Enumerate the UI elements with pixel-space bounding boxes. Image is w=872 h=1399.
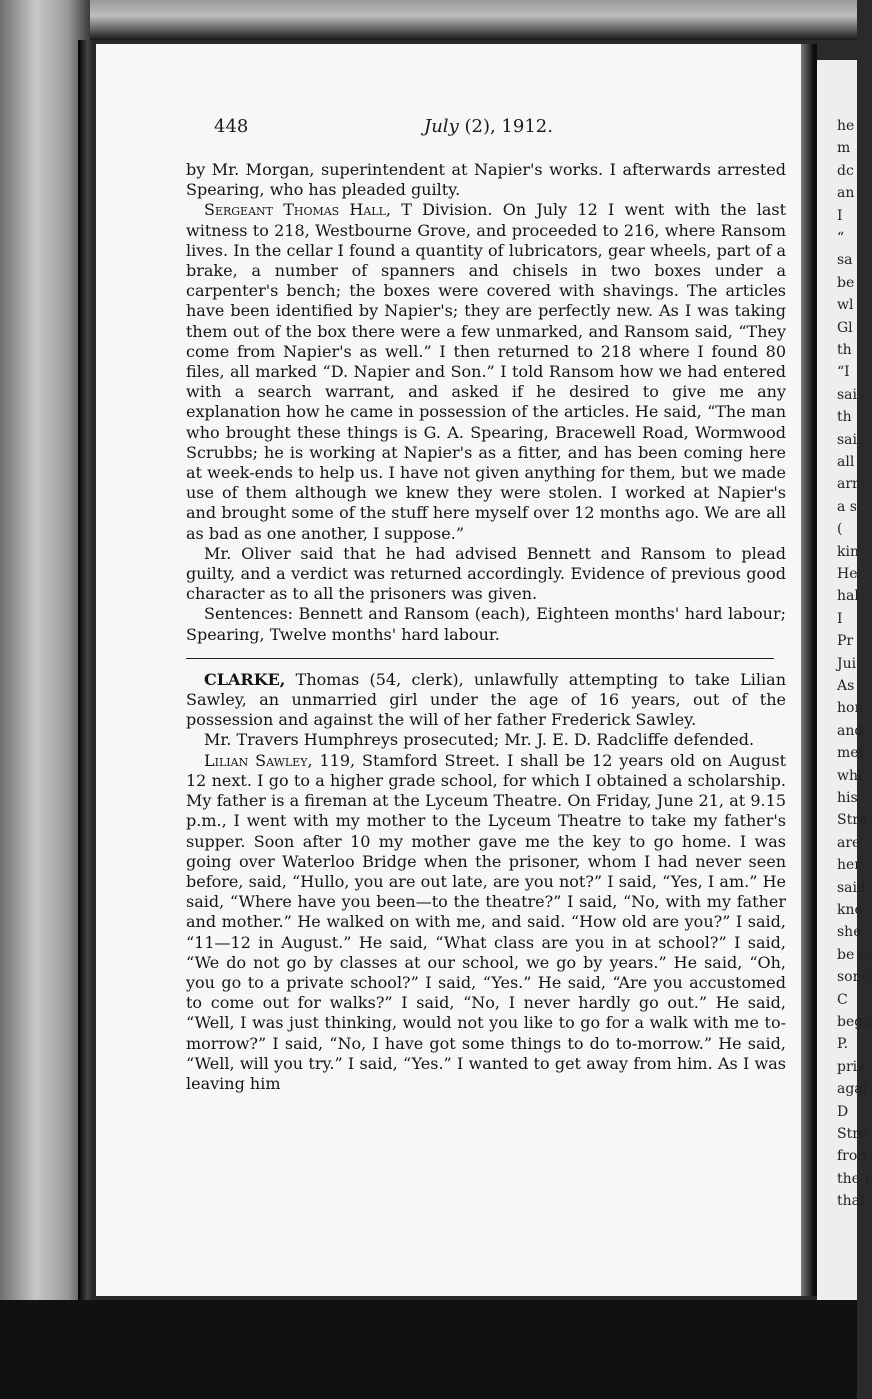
adjacent-page-fragment: hal <box>837 588 859 605</box>
adjacent-page-fragment: Gl <box>837 319 853 336</box>
adjacent-page-fragment: that <box>837 1193 866 1210</box>
scan-background-left <box>0 0 90 1399</box>
testimony-lilian-sawley: , 119, Stamford Street. I shall be 12 years old on August 12 next. I go to a higher grade school, for which I obtained a scholarship. My father is a fireman at the Lyceum Theatre. On Friday, June 21, at 9.15 p.m., I went with my mother to the Lyceum Theatre to take my father's supper. Soon after 10 my mother gave me the key to go home. I was going over Waterloo Bridge when the prisoner, whom I had never seen before, said, “Hullo, you are out late, are you not?” I said, “Yes, I am.” He said, “Where have you been—to the theatre?” I said, “No, with my father and mother.” He walked on with me, and said. “How old are you?” I said, “11—12 in August.” He said, “What class are you in at school?” I said, “We do not go by classes at our school, we go by years.” He said, “Oh, you go to a private school?” I said, “Yes.” He said, “Are you accustomed to come out for walks?” I said, “No, I never hardly go out.” He said, “Well, I was just thinking, would not you like to go for a walk with me to-morrow?” I said, “No, I have got some things to do to-morrow.” He said, “Well, will you try.” I said, “Yes.” I wanted to get away from him. As I was leaving him <box>186 750 786 1093</box>
adjacent-page-fragment: “I <box>837 364 850 381</box>
scan-background-bottom <box>0 1300 857 1399</box>
adjacent-page-fragment: kin <box>837 543 859 560</box>
charge-text: Thomas (54, clerk), unlawfully attempting to take Lilian Sawley, an unmarried girl under the age of 16 years, out of the possession and against the will of her father Frederick Sawley. <box>186 669 786 730</box>
adjacent-page-fragment: her <box>837 857 861 874</box>
adjacent-page-fragment: th <box>837 409 852 426</box>
paragraph-superintendent: by Mr. Morgan, superintendent at Napier's works. I afterwards arrested Spearing, who has pleaded guilty. <box>186 160 786 200</box>
adjacent-page-fragment: “ <box>837 230 845 246</box>
adjacent-page-fragment: an <box>837 185 855 202</box>
adjacent-page-fragment: sa <box>837 252 853 269</box>
adjacent-page-fragment: dc <box>837 162 854 179</box>
adjacent-page-fragment: said <box>837 879 866 896</box>
adjacent-page-fragment: Jui <box>837 655 857 672</box>
adjacent-page-fragment: sone <box>837 969 870 986</box>
book-gutter <box>801 44 817 1296</box>
adjacent-page-fragment: and <box>837 722 864 739</box>
adjacent-page-fragment: begg <box>837 1014 872 1030</box>
adjacent-page-fragment: fron <box>837 1148 867 1165</box>
adjacent-page-fragment: As <box>837 678 855 694</box>
page-body <box>186 160 786 1094</box>
adjacent-page-fragment: are <box>837 834 861 851</box>
adjacent-page-fragment: D <box>837 1103 849 1120</box>
adjacent-page-fragment: sai <box>837 386 858 403</box>
adjacent-page-fragment: C <box>837 991 848 1008</box>
witness-name-sergeant-hall: Sergeant Thomas Hall <box>204 200 386 220</box>
adjacent-page-fragment: I <box>837 610 843 627</box>
scan-background-top <box>0 0 857 40</box>
adjacent-page-fragment: He <box>837 566 858 582</box>
testimony-sergeant-hall: , T Division. On July 12 I went with the last witness to 218, Westbourne Grove, and proceeded to 216, where Ransom lives. In the cellar I found a quantity of lubricators, gear wheels, part of a brake, a number of spanners and chisels in two boxes under a carpenter's bench; the boxes were covered with shavings. The articles have been identified by Napier's; they are perfectly new. As I was taking them out of the box there were a few unmarked, and Ransom said, “They come from Napier's as well.” I then returned to 218 where I found 80 files, all marked “D. Napier and Son.” I told Ransom how we had entered with a search warrant, and asked if he desired to give me any explanation how he came in possession of the articles. He said, “The man who brought these things is G. A. Spearing, Bracewell Road, Wormwood Scrubbs; he is working at Napier's as a fitter, and has been coming here at week-ends to help us. I have not given anything for them, but we made use of them although we knew they were stolen. I worked at Napier's and brought some of the stuff here myself over 12 months ago. We are all as bad as one another, I suppose.” <box>186 200 786 543</box>
adjacent-page-fragment: hon <box>837 700 864 717</box>
adjacent-page-fragment: his <box>837 790 858 806</box>
adjacent-page-fragment: arr <box>837 476 859 493</box>
adjacent-page-fragment: he <box>837 118 855 134</box>
running-title <box>424 116 553 137</box>
adjacent-page-fragment: kno <box>837 902 863 918</box>
book-spine-edge <box>78 40 94 1300</box>
paragraph-verdict: Mr. Oliver said that he had advised Bennett and Ransom to plead guilty, and a verdict was returned accordingly. Evidence of previous good character as to all the prisoners was given. <box>186 543 786 604</box>
adjacent-page-fragment: P. <box>837 1036 849 1053</box>
adjacent-page-strip <box>817 60 872 1300</box>
paragraph-lilian-sawley <box>186 751 786 1094</box>
adjacent-page-fragment: be <box>837 274 855 291</box>
adjacent-page-fragment: wl <box>837 297 854 314</box>
adjacent-page-fragment: all <box>837 454 855 470</box>
case-separator-rule <box>186 658 774 659</box>
adjacent-page-fragment: Stre <box>837 1126 868 1142</box>
paragraph-counsel: Mr. Travers Humphreys prosecuted; Mr. J. E. D. Radcliffe defended. <box>204 730 755 750</box>
adjacent-page-fragment: pris <box>837 1058 865 1075</box>
adjacent-page-fragment: she <box>837 924 862 941</box>
adjacent-page-fragment: I <box>837 207 843 224</box>
defendant-name: CLARKE, <box>204 669 286 689</box>
paragraph-sergeant-hall <box>186 200 786 543</box>
adjacent-page-fragment: mei <box>837 745 864 762</box>
adjacent-page-fragment: be c <box>837 946 867 963</box>
adjacent-page-fragment: ( <box>837 521 843 538</box>
adjacent-page-fragment: whi <box>837 767 863 784</box>
adjacent-page-fragment: a s <box>837 498 857 515</box>
adjacent-page-fragment: sai <box>837 431 858 448</box>
adjacent-page-fragment: th <box>837 342 852 358</box>
running-title-session: (2), 1912. <box>464 116 553 137</box>
adjacent-page-fragment: Pr <box>837 633 854 650</box>
paragraph-sentences: Sentences: Bennett and Ransom (each), Eighteen months' hard labour; Spearing, Twelve months' hard labour. <box>186 604 786 644</box>
page-header <box>96 116 566 146</box>
witness-name-lilian-sawley: Lilian Sawley <box>204 750 308 770</box>
running-title-month: July <box>424 116 459 137</box>
adjacent-page-fragment: agai <box>837 1081 868 1098</box>
adjacent-page-fragment: the r <box>837 1170 872 1187</box>
adjacent-page-fragment: Stre <box>837 812 868 829</box>
page-number: 448 <box>214 116 249 137</box>
adjacent-page-fragment: m <box>837 140 851 157</box>
paragraph-case-heading <box>186 670 786 731</box>
